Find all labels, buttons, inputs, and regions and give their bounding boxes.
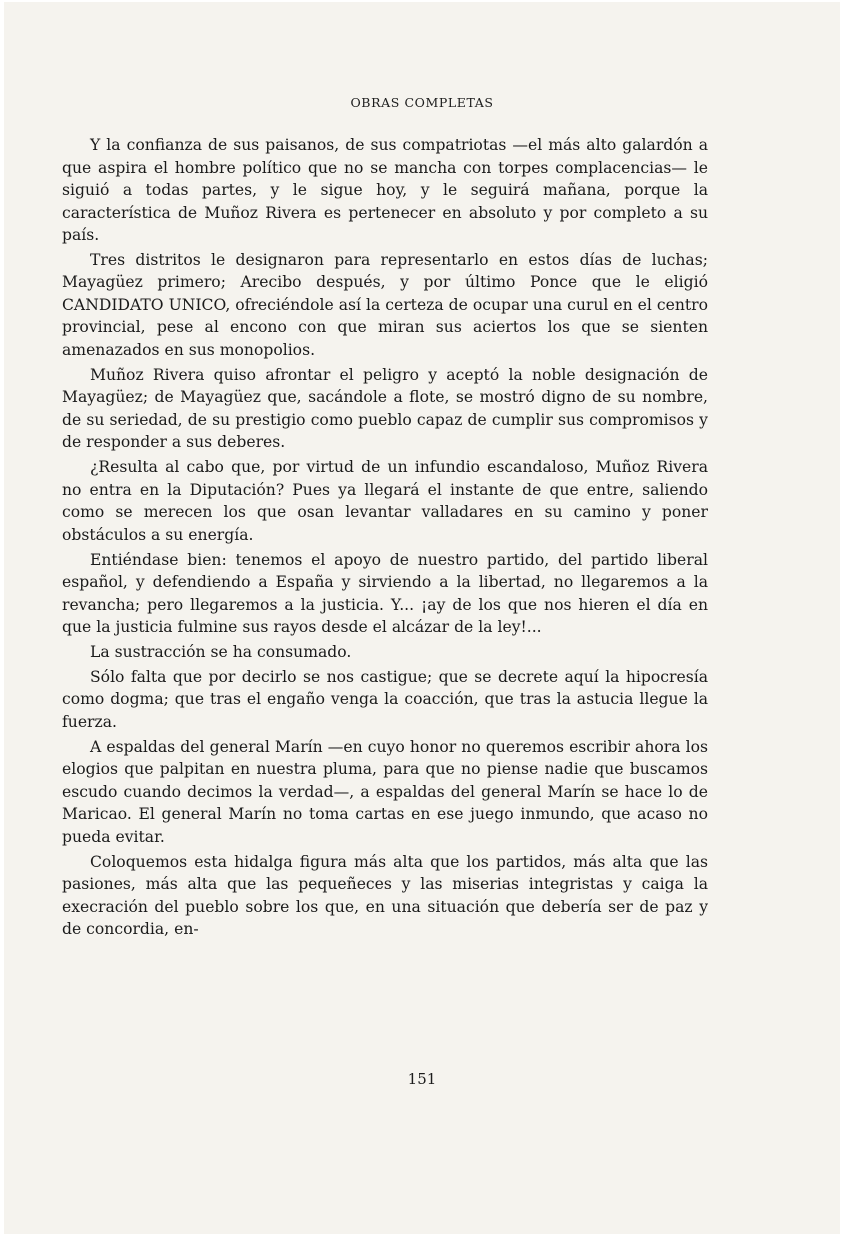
paragraph: Entiéndase bien: tenemos el apoyo de nuestro partido, del partido liberal español, y defendiendo a España y sirviendo a la libertad, no llegaremos a la revancha; pero llegaremos a la justicia. Y... ¡ay de los que nos hieren el día en que la justicia fulmine sus rayos desde el alcázar de la ley!... bbox=[62, 550, 708, 637]
paragraph: Y la confianza de sus paisanos, de sus compatriotas —el más alto galardón a que aspira el hombre político que no se mancha con torpes complacencias— le siguió a todas partes, y le sigue hoy, y le seguirá mañana, porque la característica de Muñoz Rivera es pertenecer en absoluto y por completo a su país. bbox=[62, 136, 708, 244]
paragraph: A espaldas del general Marín —en cuyo honor no queremos escribir ahora los elogios que palpitan en nuestra pluma, para que no piense nadie que buscamos escudo cuando decimos la verdad—, a espaldas del general Marín se hace lo de Maricao. El general Marín no toma cartas en ese juego inmundo, que acaso no pueda evitar. bbox=[62, 737, 708, 846]
paragraph: Coloquemos esta hidalga figura más alta que los partidos, más alta que las pasiones, más alta que las pequeñeces y las miserias integristas y caiga la execración del pueblo sobre los que, en una situación que debería ser de paz y de concordia, en- bbox=[62, 852, 708, 939]
paragraph: La sustracción se ha consumado. bbox=[90, 642, 352, 661]
paragraph: Muñoz Rivera quiso afrontar el peligro y aceptó la noble designación de Mayagüez; de Mayagüez que, sacándole a flote, se mostró digno de su nombre, de su seriedad, de su prestigio como pueblo capaz de cumplir sus compromisos y de responder a sus deberes. bbox=[62, 365, 708, 452]
paragraph: Sólo falta que por decirlo se nos castigue; que se decrete aquí la hipocresía como dogma; que tras el engaño venga la coacción, que tras la astucia llegue la fuerza. bbox=[62, 667, 708, 731]
book-page bbox=[4, 2, 840, 1234]
page-number: 151 bbox=[407, 1070, 437, 1088]
paragraph: ¿Resulta al cabo que, por virtud de un infundio escandaloso, Muñoz Rivera no entra en la Diputación? Pues ya llegará el instante de que entre, saliendo como se merecen los que osan levantar valladares en su camino y poner obstáculos a su energía. bbox=[62, 458, 708, 544]
body-text bbox=[62, 134, 708, 943]
paragraph: Tres distritos le designaron para representarlo en estos días de luchas; Mayagüez primero; Arecibo después, y por último Ponce que le eligió CANDIDATO UNICO, ofreciéndole así la certeza de ocupar una curul en el centro provincial, pese al encono con que miran sus aciertos los que se sienten amenazados en sus monopolios. bbox=[62, 250, 708, 359]
running-head: OBRAS COMPLETAS bbox=[350, 95, 494, 110]
